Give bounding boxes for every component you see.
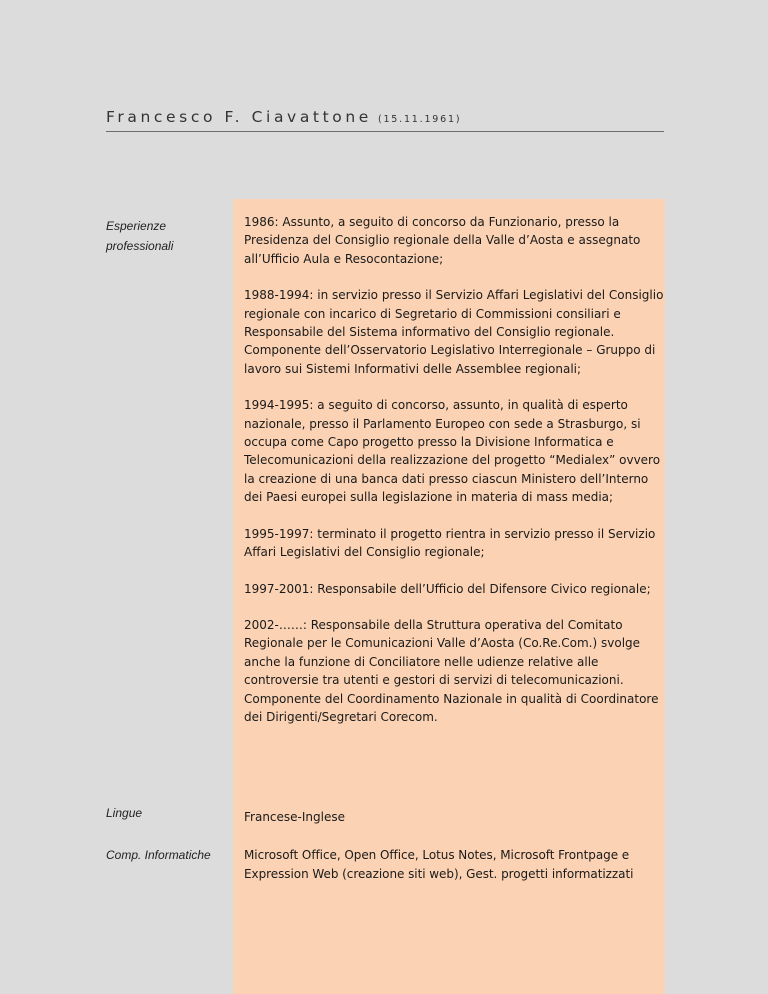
lingue-value: Francese-Inglese: [244, 810, 345, 824]
label-esperienze-line2: professionali: [106, 239, 174, 253]
experience-entry: 1997-2001: Responsabile dell’Ufficio del Difensore Civico regionale;: [244, 581, 651, 596]
experience-entry: 1994-1995: a seguito di concorso, assunto, in qualità di esperto nazionale, presso il Parlamento Europeo con sede a Strasburgo, si occupa come Capo progetto presso la Divisione Informatica e Telecomunicazioni della realizzazione del progetto “Medialex” ovvero la creazione di una banca dati presso ciascun Ministero dell’Interno dei Paesi europei sulla legislazione in materia di mass media;: [244, 398, 661, 505]
experience-entry: 1988-1994: in servizio presso il Servizio Affari Legislativi del Consiglio regionale con incarico di Segretario di Commissioni consiliari e Responsabile del Sistema informativo del Consiglio regionale. Componente dell’Osservatorio Legislativo Interregionale – Gruppo di lavoro sui Sistemi Informativi delle Assemblee regionali;: [244, 288, 664, 376]
label-lingue: Lingue: [106, 806, 143, 820]
esperienze-list: [244, 213, 664, 726]
person-name: Francesco F. Ciavattone: [106, 108, 372, 126]
cv-header: [106, 107, 664, 132]
experience-entry: 1986: Assunto, a seguito di concorso da Funzionario, presso la Presidenza del Consiglio regionale della Valle d’Aosta e assegnato all’Ufficio Aula e Resocontazione;: [244, 215, 641, 266]
label-esperienze: [106, 216, 173, 256]
experience-entry: 2002-……: Responsabile della Struttura operativa del Comitato Regionale per le Comunicazioni Valle d’Aosta (Co.Re.Com.) svolge anche la funzione di Conciliatore nelle udienze relative alle controversie tra utenti e gestori di servizi di telecomunicazioni. Componente del Coordinamento Nazionale in qualità di Coordinatore dei Dirigenti/Segretari Corecom.: [244, 617, 659, 724]
label-esperienze-line1: Esperienze: [106, 219, 167, 233]
experience-entry: 1995-1997: terminato il progetto rientra in servizio presso il Servizio Affari Legislativi del Consiglio regionale;: [244, 526, 656, 560]
birth-date: (15.11.1961): [377, 114, 462, 125]
informatiche-value-line1: Microsoft Office, Open Office, Lotus Notes, Microsoft Frontpage e: [244, 848, 630, 862]
informatiche-value: [244, 846, 674, 884]
informatiche-value-line2: Expression Web (creazione siti web), Gest. progetti informatizzati: [244, 867, 634, 881]
label-informatiche: Comp. Informatiche: [106, 848, 211, 862]
